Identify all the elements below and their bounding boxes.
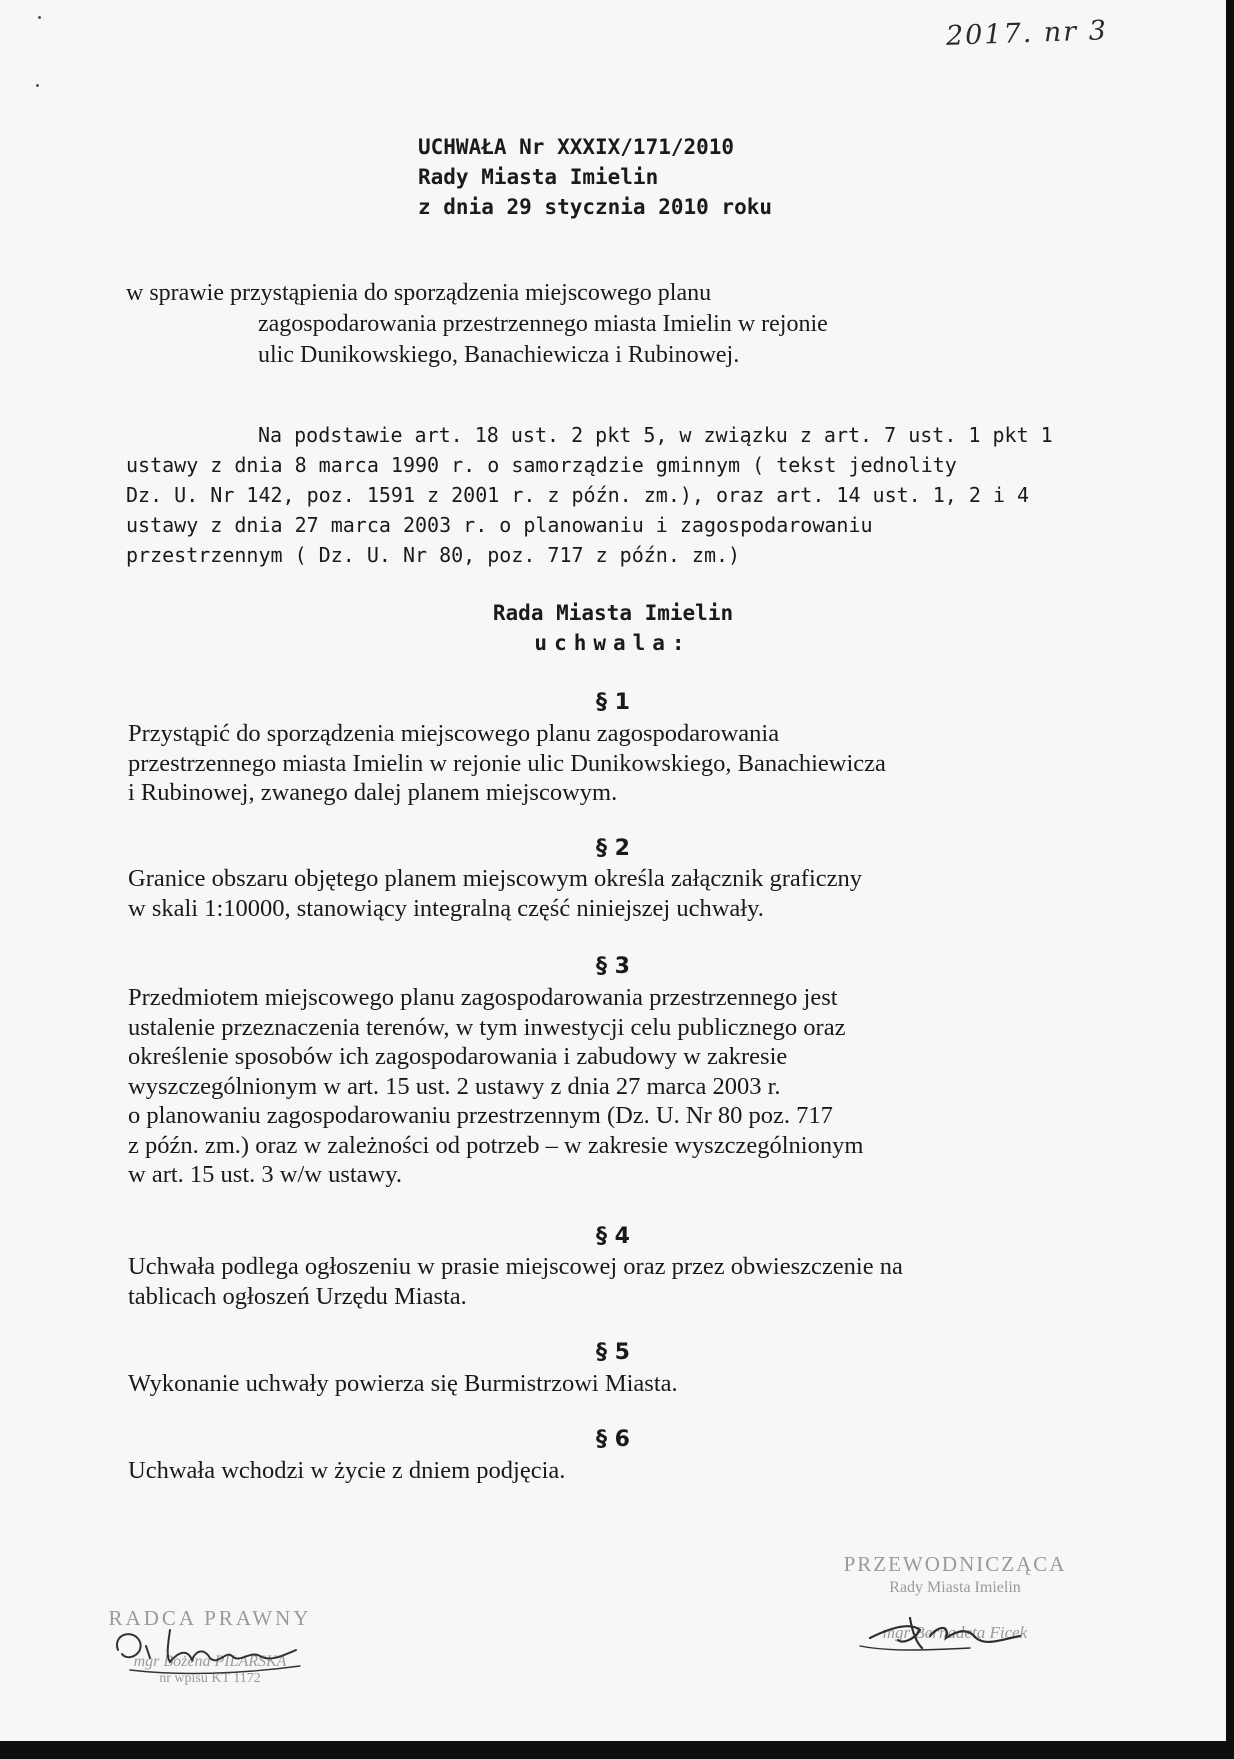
section-mark: § 5 bbox=[596, 1340, 630, 1365]
section-line: Przedmiotem miejscowego planu zagospodarowania przestrzennego jest bbox=[128, 984, 838, 1011]
section-line: Granice obszaru objętego planem miejscowym określa załącznik graficzny bbox=[128, 865, 863, 892]
section-line: w skali 1:10000, stanowiący integralną część niniejszej uchwały. bbox=[128, 894, 764, 922]
basis-line: ustawy z dnia 27 marca 2003 r. o planowaniu i zagospodarowaniu bbox=[126, 513, 873, 537]
resolution-date: z dnia 29 stycznia 2010 roku bbox=[418, 195, 773, 219]
basis-line: ustawy z dnia 8 marca 1990 r. o samorządzie gminnym ( tekst jednolity bbox=[126, 453, 957, 477]
subject-line: zagospodarowania przestrzennego miasta Imielin w rejonie bbox=[258, 311, 828, 337]
section-line: ustalenie przeznaczenia terenów, w tym inwestycji celu publicznego oraz bbox=[128, 1013, 846, 1041]
section-text bbox=[128, 864, 1108, 923]
stamp-subtitle: Rady Miasta Imielin bbox=[889, 1579, 1021, 1596]
section-line: i Rubinowej, zwanego dalej planem miejscowym. bbox=[128, 779, 618, 806]
section-mark: § 2 bbox=[596, 836, 630, 861]
resolves-heading bbox=[0, 598, 1226, 658]
stamp-registration: nr wpisu KT 1172 bbox=[159, 1671, 261, 1686]
section-line: o planowaniu zagospodarowaniu przestrzennym (Dz. U. Nr 80 poz. 717 bbox=[128, 1102, 833, 1129]
section-mark: § 4 bbox=[596, 1224, 630, 1249]
resolution-subject bbox=[126, 278, 1026, 371]
basis-line: przestrzennym ( Dz. U. Nr 80, poz. 717 z późn. zm.) bbox=[126, 543, 741, 567]
section-mark: § 3 bbox=[596, 954, 630, 979]
section-line: określenie sposobów ich zagospodarowania i zabudowy w zakresie bbox=[128, 1043, 788, 1070]
handwritten-note: 2017. nr 3 bbox=[945, 15, 1109, 52]
section-line: Uchwała wchodzi w życie z dniem podjęcia. bbox=[128, 1457, 566, 1484]
section-mark: § 1 bbox=[596, 690, 630, 715]
council-name: Rady Miasta Imielin bbox=[418, 165, 659, 189]
scan-border-right bbox=[1226, 0, 1234, 1759]
section-line: tablicach ogłoszeń Urzędu Miasta. bbox=[128, 1282, 467, 1310]
stamp-name: mgr Bożena PILARSKA bbox=[133, 1653, 287, 1670]
resolves-verb: uchwala: bbox=[534, 631, 692, 655]
section-line: Wykonanie uchwały powierza się Burmistrzowi Miasta. bbox=[128, 1370, 678, 1397]
section-text bbox=[128, 1252, 1108, 1311]
scan-speck bbox=[38, 16, 41, 19]
chairwoman-signature bbox=[850, 1600, 1030, 1660]
scan-speck bbox=[36, 84, 39, 87]
resolution-header bbox=[418, 132, 772, 222]
section-text bbox=[128, 1369, 1108, 1399]
section-line: wyszczególnionym w art. 15 ust. 2 ustawy z dnia 27 marca 2003 r. bbox=[128, 1072, 781, 1100]
section-line: Przystąpić do sporządzenia miejscowego planu zagospodarowania bbox=[128, 720, 780, 747]
section-line: z późn. zm.) oraz w zależności od potrzeb – w zakresie wyszczególnionym bbox=[128, 1131, 864, 1159]
resolution-number: UCHWAŁA Nr XXXIX/171/2010 bbox=[418, 135, 735, 159]
scan-border-bottom bbox=[0, 1741, 1234, 1759]
section-line: Uchwała podlega ogłoszeniu w prasie miejscowej oraz przez obwieszczenie na bbox=[128, 1253, 903, 1280]
stamp-title: PRZEWODNICZĄCA bbox=[843, 1552, 1067, 1576]
section-mark: § 6 bbox=[596, 1427, 630, 1452]
subject-line: ulic Dunikowskiego, Banachiewicza i Rubinowej. bbox=[258, 342, 740, 368]
section-text bbox=[128, 983, 1108, 1190]
section-line: przestrzennego miasta Imielin w rejonie ulic Dunikowskiego, Banachiewicza bbox=[128, 749, 886, 777]
basis-line: Na podstawie art. 18 ust. 2 pkt 5, w związku z art. 7 ust. 1 pkt 1 bbox=[258, 423, 1053, 447]
legal-advisor-signature bbox=[100, 1620, 310, 1680]
section-line: w art. 15 ust. 3 w/w ustawy. bbox=[128, 1161, 403, 1188]
subject-line: w sprawie przystąpienia do sporządzenia miejscowego planu bbox=[126, 280, 712, 306]
resolves-council: Rada Miasta Imielin bbox=[492, 601, 734, 625]
section-text bbox=[128, 1456, 1108, 1486]
stamp-name: mgr Bernadeta Ficek bbox=[882, 1623, 1028, 1642]
basis-line: Dz. U. Nr 142, poz. 1591 z 2001 r. z późn. zm.), oraz art. 14 ust. 1, 2 i 4 bbox=[126, 483, 1030, 507]
stamp-title: RADCA PRAWNY bbox=[108, 1606, 312, 1630]
legal-basis bbox=[126, 420, 1066, 570]
section-text bbox=[128, 719, 1108, 808]
